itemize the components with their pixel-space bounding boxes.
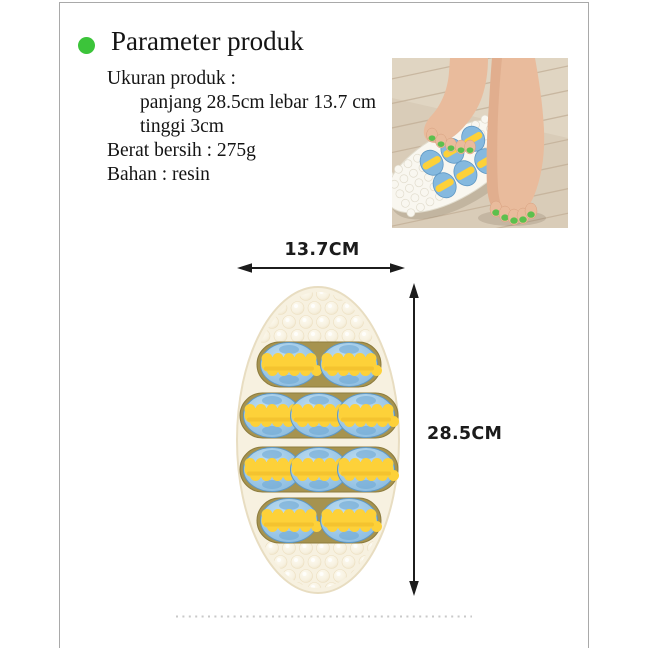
width-dimension-arrow	[237, 263, 405, 273]
height-dimension-label: 28.5CM	[427, 424, 503, 444]
height-dimension-arrow	[409, 283, 419, 596]
spec-line: Bahan : resin	[107, 164, 210, 185]
massager-top-view	[232, 287, 407, 596]
spec-line: panjang 28.5cm lebar 13.7 cm	[140, 92, 377, 113]
spec-line: tinggi 3cm	[140, 116, 224, 137]
spec-line: Berat bersih : 275g	[107, 140, 256, 161]
spec-line: Ukuran produk :	[107, 68, 236, 89]
page-title: Parameter produk	[111, 26, 304, 56]
width-dimension-label: 13.7CM	[284, 240, 360, 260]
